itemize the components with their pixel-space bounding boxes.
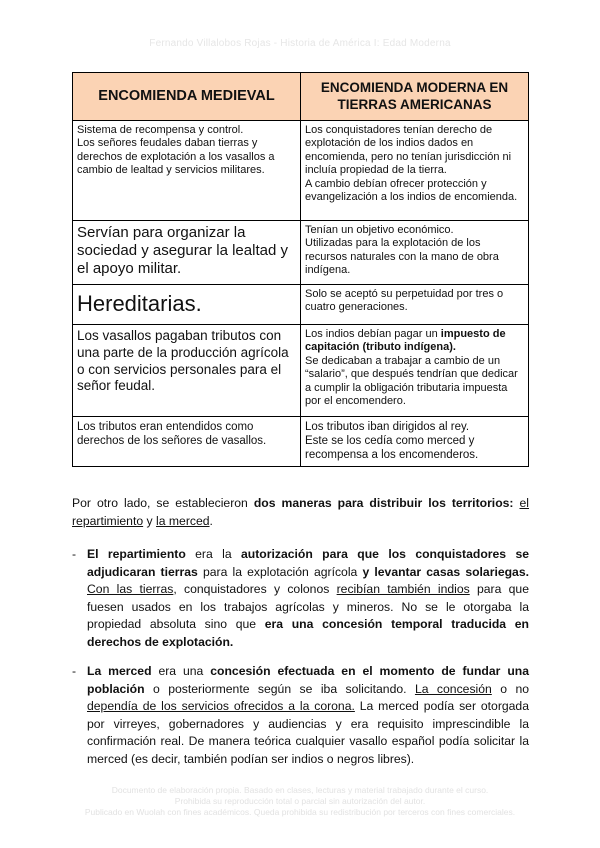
- cell-line: Hereditarias.: [77, 291, 202, 316]
- text-run: .: [209, 513, 213, 528]
- text-run: para la explotación agrícola: [197, 564, 363, 579]
- table-cell-right: [301, 121, 529, 221]
- table-row: [73, 285, 529, 325]
- cell-text-bold: impuesto de capitación (tributo indígena).: [305, 328, 506, 354]
- cell-line: Tenían un objetivo económico.: [305, 224, 454, 236]
- text-run-bold: era una concesión temporal traducida en derechos de explotación.: [87, 617, 529, 649]
- text-run: y: [143, 513, 157, 528]
- cell-line: Este se los cedía como merced y recompensa a los encomenderos.: [305, 435, 479, 461]
- text-run-bold: dos maneras para distribuir los territorios:: [253, 496, 514, 510]
- text-run-underlined: la merced: [156, 513, 210, 528]
- table-cell-left: [73, 221, 301, 285]
- header-watermark: Fernando Villalobos Rojas - Historia de América I: Edad Moderna: [149, 38, 451, 49]
- cell-line: Se dedicaban a trabajar a cambio de un “salario”, que después tendrían que dedicar a cumplir la obligación tributaria impuesta por el encomendero.: [305, 354, 518, 408]
- cell-line: Solo se aceptó su perpetuidad por tres o cuatro generaciones.: [305, 288, 504, 314]
- text-run-bold: concesión efectuada en el momento de fundar una población: [87, 664, 529, 696]
- footer-watermark: [0, 785, 600, 818]
- table-row: [73, 325, 529, 417]
- table-cell-right: [301, 325, 529, 417]
- cell-text: Los indios debían pagar un: [305, 328, 441, 340]
- bullet-dash: -: [72, 664, 77, 678]
- footer-line: Prohibida su reproducción total o parcial sin autorización del autor.: [174, 796, 426, 806]
- cell-line: Los conquistadores tenían derecho de explotación de los indios dados en encomienda, pero no tenían jurisdicción ni incluía propiedad de la tierra.: [305, 124, 512, 177]
- footer-line: Documento de elaboración propia. Basado en clases, lecturas y material trabajado durante el curso.: [111, 785, 489, 795]
- text-run: o posteriormente según se iba solicitando.: [144, 681, 415, 696]
- text-run-underlined: recibían también indios: [336, 582, 470, 597]
- text-run-underlined: Con las tierras: [87, 582, 174, 597]
- text-run: era una: [151, 664, 211, 678]
- cell-line: Los tributos eran entendidos como derechos de los señores de vasallos.: [77, 421, 267, 447]
- repartimiento-paragraph: [87, 546, 529, 652]
- text-run-underlined: La concesión: [414, 681, 492, 696]
- cell-line: Los vasallos pagaban tributos con una parte de la producción agrícola o con servicios personales para el señor feudal.: [77, 328, 289, 394]
- text-run: o no: [491, 681, 530, 696]
- text-run: La merced podía ser otorgada por virreyes, gobernadores y audiencias y era requisito imprescindible la confirmación real. De manera teórica cualquier vasallo español podía solicitar la merced (es decir, también podían ser indios o negros libres).: [87, 699, 529, 766]
- table-cell-right: [301, 285, 529, 325]
- col1-header: ENCOMIENDA MEDIEVAL: [73, 73, 301, 121]
- text-run: , conquistadores y colonos: [173, 582, 337, 597]
- table-row: [73, 417, 529, 467]
- intro-paragraph: [72, 495, 529, 530]
- text-run: era la: [185, 547, 242, 561]
- text-run-underlined: dependía de los servicios ofrecidos a la corona.: [87, 699, 355, 714]
- text-run-bold: El repartimiento: [87, 547, 186, 561]
- footer-line: Publicado en Wuolah con fines académicos. Queda prohibida su redistribución por terceros con fines comerciales.: [84, 807, 516, 817]
- comparison-table: [72, 72, 529, 467]
- table-row: [73, 121, 529, 221]
- text-run: para que fuesen usados en los trabajos agrícolas y mineros. No se le otorgaba la propiedad absoluta sino que: [87, 582, 529, 632]
- table-cell-right: [301, 417, 529, 467]
- merced-paragraph: [87, 663, 529, 769]
- cell-line: Utilizadas para la explotación de los recursos naturales con la mano de obra indígena.: [305, 237, 499, 277]
- table-cell-left: [73, 325, 301, 417]
- text-run: Por otro lado, se establecieron: [72, 496, 254, 510]
- table-cell-left: [73, 121, 301, 221]
- table-cell-left: [73, 285, 301, 325]
- cell-line: Servían para organizar la sociedad y asegurar la lealtad y el apoyo militar.: [77, 224, 288, 277]
- cell-line: Los señores feudales daban tierras y derechos de explotación a los vasallos a cambio de lealtad y servicios militares.: [77, 137, 275, 177]
- table-row: [73, 221, 529, 285]
- text-run-bold: La merced: [87, 664, 152, 678]
- text-run-bold: autorización para que los conquistadores se adjudicaran tierras: [87, 547, 529, 579]
- text-run-underlined: el repartimiento: [72, 496, 529, 528]
- cell-line: A cambio debían ofrecer protección y evangelización a los indios de encomienda.: [305, 177, 518, 204]
- table-cell-right: [301, 221, 529, 285]
- text-run-bold: y levantar casas solariegas.: [362, 564, 530, 579]
- bullet-dash: -: [72, 547, 77, 561]
- cell-line: Sistema de recompensa y control.: [77, 124, 244, 136]
- table-header-row: [73, 73, 529, 121]
- table-cell-left: [73, 417, 301, 467]
- cell-line: Los tributos iban dirigidos al rey.: [305, 421, 470, 433]
- col2-header: ENCOMIENDA MODERNA EN TIERRAS AMERICANAS: [301, 73, 529, 121]
